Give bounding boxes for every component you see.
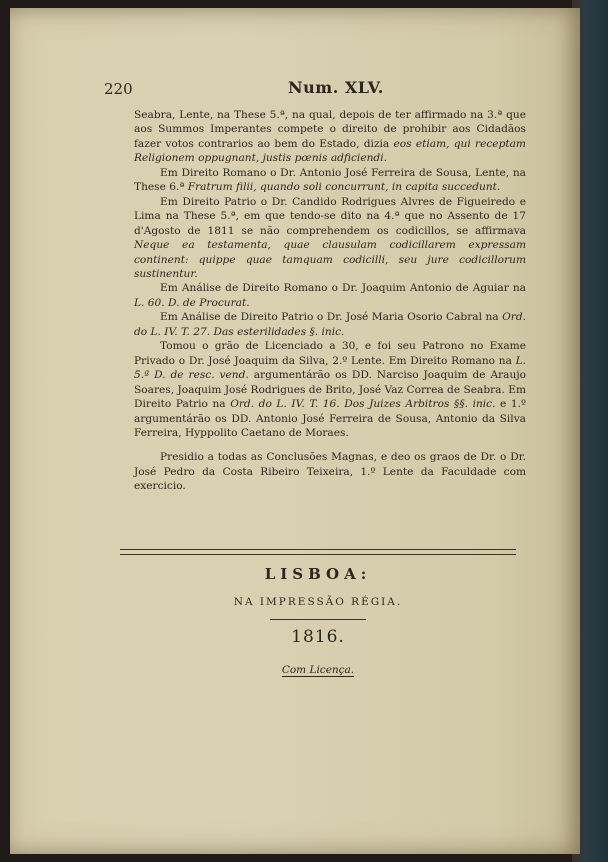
body-text — [134, 108, 526, 494]
imprint-city: LISBOA: — [264, 565, 372, 583]
imprint-year: 1816. — [291, 627, 345, 647]
short-rule-divider — [270, 619, 366, 620]
page-number: 220 — [104, 80, 133, 98]
paragraph: Tomou o grão de Licenciado a 30, e foi seu Patrono no Exame Privado o Dr. José Joaquim da Silva, 2.º Lente. Em Direito Romano na L. 5.ª D. de resc. vend. argumentárão os DD. Narciso Joaquim de Araujo Soares, Joaquim José Rodrigues de Brito, José Vaz Correa de Seabra. Em Direito Patrio na Ord. do L. IV. T. 16. Dos Juizes Arbitros §§. inic. e 1.º argumentárão os DD. Antonio José Ferreira de Sousa, Antonio da Silva Ferreira, Hyppolito Caetano de Moraes. — [134, 340, 526, 439]
page-header — [104, 78, 524, 102]
imprint-licence — [120, 664, 516, 676]
paragraph: Presidio a todas as Conclusões Magnas, e deo os graos de Dr. o Dr. José Pedro da Costa Ribeiro Teixeira, 1.º Lente da Faculdade com exercicio. — [134, 451, 526, 493]
paragraph: Seabra, Lente, na These 5.ª, na qual, depois de ter affirmado na 3.ª que aos Summos Imperantes compete o direito de prohibir aos Cidadãos fazer votos contrarios ao bem do Estado, dizia eos etiam, qui receptam Religionem oppugnant, justis pœnis adficiendi. — [134, 109, 526, 165]
imprint-press: NA IMPRESSÃO RÉGIA. — [233, 596, 403, 608]
running-head: Num. XLV. — [288, 78, 384, 97]
paragraph: Em Análise de Direito Patrio o Dr. José Maria Osorio Cabral na Ord. do L. IV. T. 27. Das esterilidades §. inic. — [134, 311, 526, 338]
double-rule-divider — [120, 549, 516, 555]
paragraph: Em Direito Patrio o Dr. Candido Rodrigues Alvres de Figueiredo e Lima na These 5.ª, em que tendo-se dito na 4.ª que no Assento de 17 d'Agosto de 1811 se não comprehendem os codicillos, se affirmava Neque ea testamenta, quae clausulam codicillarem expressam continent: quippe quae tamquam codicilli, seu jure codicillorum sustinentur. — [134, 195, 526, 280]
paragraph: Em Direito Romano o Dr. Antonio José Ferreira de Sousa, Lente, na These 6.ª Fratrum filii, quando soli concurrunt, in capita succedunt. — [134, 166, 526, 194]
licence-text: Com Licença. — [281, 664, 355, 676]
paragraph: Em Análise de Direito Romano o Dr. Joaquim Antonio de Aguiar na L. 60. D. de Procurat. — [134, 282, 526, 309]
